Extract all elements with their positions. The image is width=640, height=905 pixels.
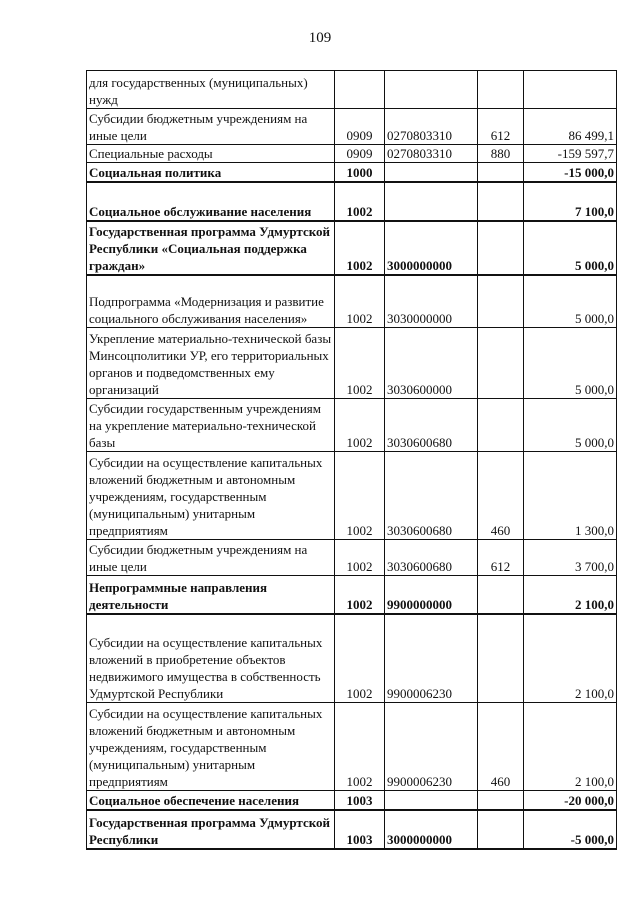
row-target-code: 3000000000 [385, 221, 478, 275]
row-expense-type [478, 71, 524, 109]
row-description: Государственная программа Удмуртской Республики «Социальная поддержка граждан» [87, 221, 335, 275]
row-description: Специальные расходы [87, 145, 335, 163]
table-row [87, 275, 617, 328]
row-expense-type [478, 614, 524, 703]
table-row [87, 576, 617, 614]
row-target-code: 9900006230 [385, 614, 478, 703]
row-section-code: 1002 [335, 452, 385, 540]
row-section-code: 1003 [335, 791, 385, 810]
page-number: 109 [308, 30, 332, 46]
row-amount: 2 100,0 [524, 703, 617, 791]
row-amount: 5 000,0 [524, 221, 617, 275]
row-target-code: 3030600680 [385, 452, 478, 540]
row-target-code: 3030000000 [385, 275, 478, 328]
row-section-code: 1000 [335, 163, 385, 182]
row-section-code: 1002 [335, 275, 385, 328]
row-expense-type: 880 [478, 145, 524, 163]
table-row [87, 614, 617, 703]
table-row [87, 540, 617, 576]
row-target-code: 3030600680 [385, 540, 478, 576]
table-row [87, 452, 617, 540]
row-description: Субсидии бюджетным учреждениям на иные цели [87, 540, 335, 576]
row-section-code: 1002 [335, 328, 385, 399]
row-section-code: 0909 [335, 145, 385, 163]
row-description: Субсидии государственным учреждениям на укрепление материально-технической базы [87, 399, 335, 452]
row-expense-type: 612 [478, 109, 524, 145]
row-description: Подпрограмма «Модернизация и развитие социального обслуживания населения» [87, 275, 335, 328]
table-row [87, 810, 617, 849]
row-expense-type [478, 328, 524, 399]
table-row [87, 703, 617, 791]
row-expense-type [478, 275, 524, 328]
table-row [87, 145, 617, 163]
row-expense-type [478, 163, 524, 182]
row-description: Укрепление материально-технической базы Минсоцполитики УР, его территориальных органов и подведомственных ему организаций [87, 328, 335, 399]
row-expense-type [478, 810, 524, 849]
row-target-code: 9900006230 [385, 703, 478, 791]
budget-table-body [87, 71, 617, 849]
row-expense-type: 460 [478, 703, 524, 791]
row-section-code: 1002 [335, 703, 385, 791]
table-row [87, 163, 617, 182]
row-expense-type [478, 576, 524, 614]
table-row [87, 182, 617, 221]
row-amount: -5 000,0 [524, 810, 617, 849]
row-target-code: 9900000000 [385, 576, 478, 614]
row-section-code: 0909 [335, 109, 385, 145]
row-expense-type [478, 791, 524, 810]
row-amount: 5 000,0 [524, 275, 617, 328]
row-description: Субсидии на осуществление капитальных вложений бюджетным и автономным учреждениям, государственным (муниципальным) унитарным предприятиям [87, 452, 335, 540]
row-amount: 2 100,0 [524, 614, 617, 703]
row-description: Непрограммные направления деятельности [87, 576, 335, 614]
row-section-code: 1002 [335, 576, 385, 614]
row-target-code: 3000000000 [385, 810, 478, 849]
row-description: Субсидии на осуществление капитальных вложений бюджетным и автономным учреждениям, государственным (муниципальным) унитарным предприятиям [87, 703, 335, 791]
row-description: Субсидии на осуществление капитальных вложений в приобретение объектов недвижимого имущества в собственность Удмуртской Республики [87, 614, 335, 703]
row-section-code [335, 71, 385, 109]
row-amount: -20 000,0 [524, 791, 617, 810]
row-expense-type [478, 182, 524, 221]
row-amount: 2 100,0 [524, 576, 617, 614]
row-target-code [385, 182, 478, 221]
row-section-code: 1002 [335, 182, 385, 221]
row-section-code: 1002 [335, 221, 385, 275]
row-amount: -15 000,0 [524, 163, 617, 182]
table-row [87, 71, 617, 109]
row-target-code [385, 163, 478, 182]
row-expense-type: 460 [478, 452, 524, 540]
row-target-code: 0270803310 [385, 145, 478, 163]
table-row [87, 109, 617, 145]
row-target-code: 0270803310 [385, 109, 478, 145]
row-amount: 1 300,0 [524, 452, 617, 540]
row-amount: 7 100,0 [524, 182, 617, 221]
row-amount: 5 000,0 [524, 328, 617, 399]
row-target-code [385, 71, 478, 109]
row-description: Социальное обслуживание населения [87, 182, 335, 221]
table-row [87, 221, 617, 275]
row-target-code [385, 791, 478, 810]
table-row [87, 328, 617, 399]
row-amount: 86 499,1 [524, 109, 617, 145]
row-section-code: 1002 [335, 614, 385, 703]
row-section-code: 1003 [335, 810, 385, 849]
row-amount: -159 597,7 [524, 145, 617, 163]
row-section-code: 1002 [335, 399, 385, 452]
table-row [87, 399, 617, 452]
row-expense-type [478, 399, 524, 452]
budget-table [86, 70, 617, 850]
row-section-code: 1002 [335, 540, 385, 576]
row-description: Социальное обеспечение населения [87, 791, 335, 810]
row-amount [524, 71, 617, 109]
table-row [87, 791, 617, 810]
row-description: Социальная политика [87, 163, 335, 182]
row-description: Государственная программа Удмуртской Республики [87, 810, 335, 849]
row-expense-type [478, 221, 524, 275]
row-amount: 5 000,0 [524, 399, 617, 452]
row-description: для государственных (муниципальных) нужд [87, 71, 335, 109]
row-description: Субсидии бюджетным учреждениям на иные цели [87, 109, 335, 145]
row-target-code: 3030600680 [385, 399, 478, 452]
row-amount: 3 700,0 [524, 540, 617, 576]
row-target-code: 3030600000 [385, 328, 478, 399]
row-expense-type: 612 [478, 540, 524, 576]
